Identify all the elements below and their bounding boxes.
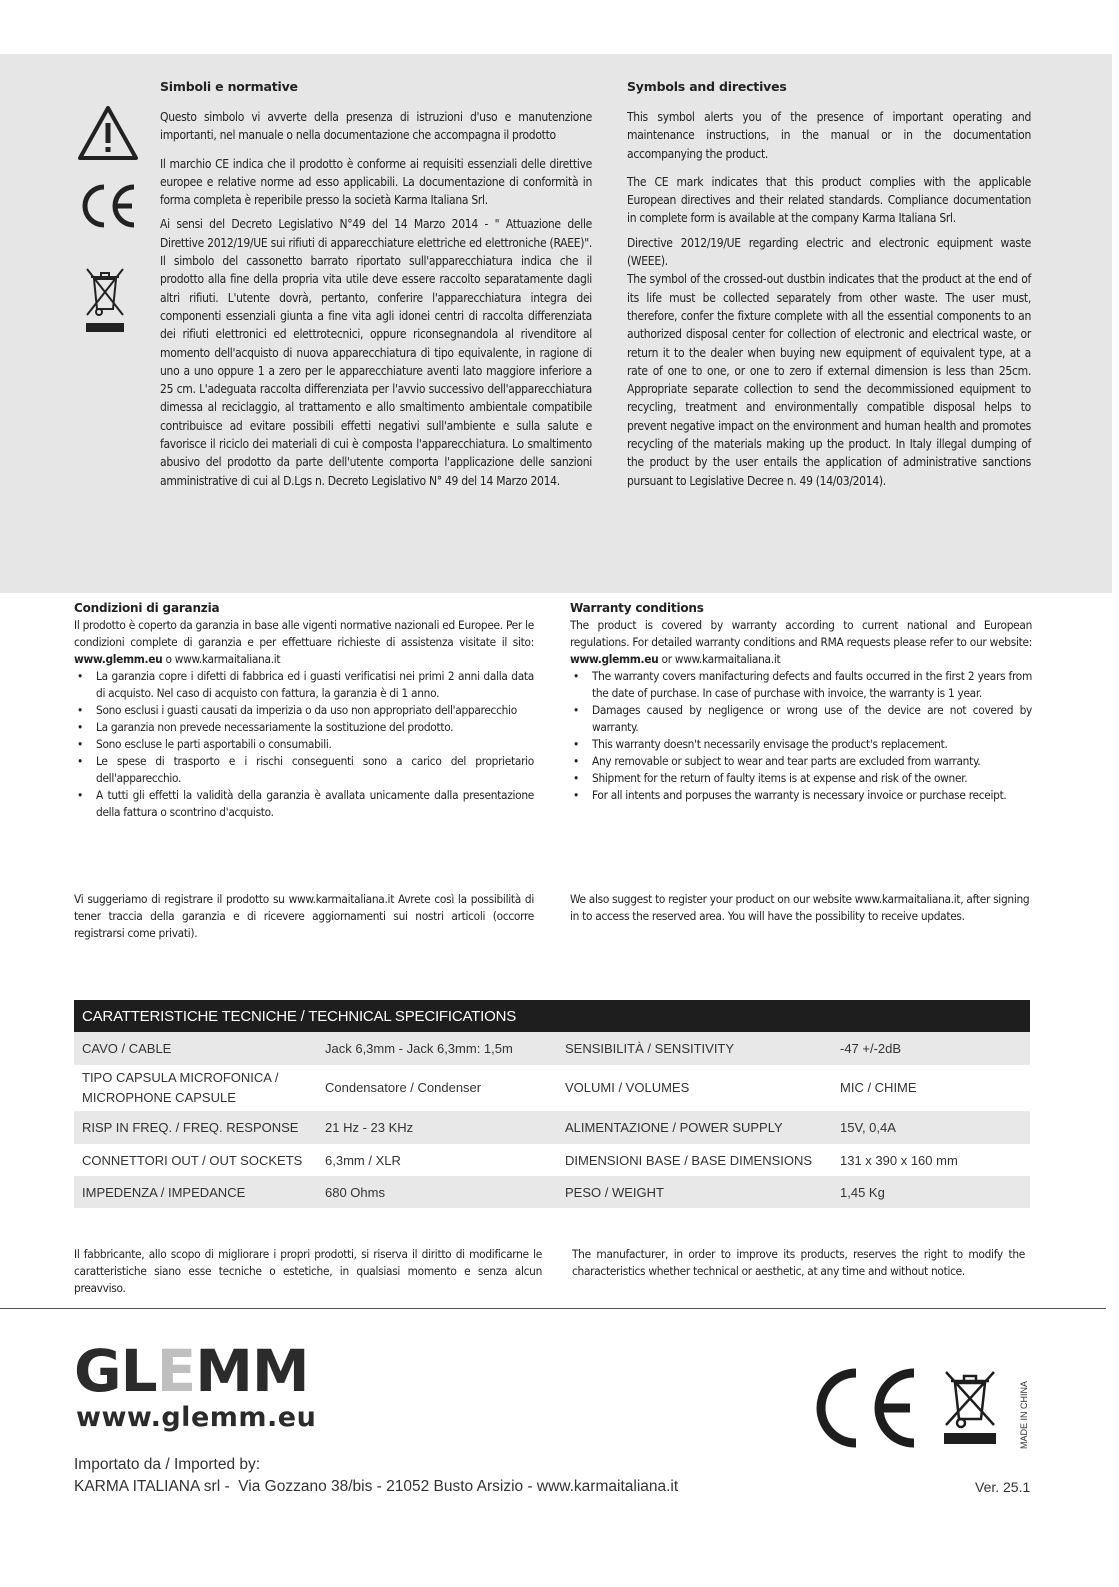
ce-text-it: Il marchio CE indica che il prodotto è conforme ai requisiti essenziali delle direttive europee e relative norme ad esso applicabili. La documentazione di conformità in forma completa è reperibile presso la società Karma Italiana Srl. — [160, 156, 592, 208]
warning-text-it: Questo simbolo vi avverte della presenza di istruzioni d'uso e manutenzione importanti, nel manuale o nella documentazione che accompagna il prodotto — [160, 110, 592, 143]
list-item: • Sono escluse le parti asportabili o consumabili. — [96, 736, 534, 753]
table-row — [74, 1032, 1030, 1065]
list-item: • La garanzia non prevede necessariamente la sostituzione del prodotto. — [96, 719, 534, 736]
spec-label: VOLUMI / VOLUMES — [565, 1080, 690, 1095]
link-sep-en: or — [658, 652, 675, 666]
list-item: • The warranty covers manifacturing defects and faults occurred in the first 2 years from the date of purchase. In case of purchase with invoice, the warranty is 1 year. — [592, 668, 1032, 702]
brand-url[interactable]: www.glemm.eu — [76, 1402, 317, 1433]
glemm-link-en[interactable]: www.glemm.eu — [570, 652, 659, 666]
spec-label: TIPO CAPSULA MICROFONICA / MICROPHONE CAPSULE — [82, 1070, 279, 1105]
disclaimer-it: Il fabbricante, allo scopo di migliorare i propri prodotti, si riserva il diritto di modificarne le caratteristiche siano esse tecniche o estetiche, in qualsiasi momento e senza alcun preavviso. — [74, 1247, 542, 1295]
list-item: • La garanzia copre i difetti di fabbrica ed i guasti verificatisi nei primi 2 anni dalla data di acquisto. Nel caso di acquisto con fattura, la garanzia è di 1 anno. — [96, 668, 534, 702]
link-sep-it: o — [162, 652, 175, 666]
spec-value: 131 x 390 x 160 mm — [840, 1152, 958, 1168]
list-item: • Le spese di trasporto e i rischi conseguenti sono a carico del proprietario dell'apparecchio. — [96, 753, 534, 787]
spec-value: Jack 6,3mm - Jack 6,3mm: 1,5m — [325, 1041, 513, 1056]
ce-mark-icon — [76, 183, 140, 229]
spec-label: RISP IN FREQ. / FREQ. RESPONSE — [82, 1120, 299, 1135]
warning-text-en: This symbol alerts you of the presence of important operating and maintenance instructions, in the manual or in the documentation accompanying the product. — [627, 110, 1031, 161]
glemm-logo — [74, 1338, 309, 1404]
warranty-it — [74, 600, 534, 821]
symbols-heading-en: Symbols and directives — [627, 79, 787, 94]
imported-by-label: Importato da / Imported by: — [74, 1456, 261, 1473]
warranty-intro-text-it: Il prodotto è coperto da garanzia in base alle vigenti normative nazionali ed Europee. Per le condizioni complete di garanzia e per effettuare richieste di assistenza visitate il sito: — [74, 618, 534, 649]
warranty-heading-en: Warranty conditions — [570, 601, 704, 615]
version-label: Ver. 25.1 — [975, 1479, 1031, 1495]
weee-title-en: Directive 2012/19/UE regarding electric and electronic equipment waste (WEEE). — [627, 235, 1031, 269]
warranty-intro-en — [570, 617, 1032, 668]
list-item: • Shipment for the return of faulty items is at expense and risk of the owner. — [592, 770, 1032, 787]
karma-link-en[interactable]: www.karmaitaliana.it — [674, 652, 781, 666]
list-item: • This warranty doesn't necessarily envisage the product's replacement. — [592, 736, 1032, 753]
divider — [0, 1308, 1106, 1309]
ce-text-en: The CE mark indicates that this product complies with the applicable European directives and their related standards. Compliance documentation in complete form is available at the company Karma Italiana Srl. — [627, 174, 1031, 226]
table-row — [74, 1176, 1030, 1208]
spec-label: IMPEDENZA / IMPEDANCE — [82, 1184, 246, 1200]
symbols-it — [160, 79, 592, 490]
logo-e: E — [156, 1337, 196, 1405]
spec-value: 1,45 Kg — [840, 1184, 885, 1200]
spec-value: 15V, 0,4A — [840, 1120, 896, 1135]
table-row — [74, 1111, 1030, 1144]
specs-table — [74, 1000, 1030, 1208]
spec-value: 680 Ohms — [325, 1184, 385, 1200]
weee-text-en: The symbol of the crossed-out dustbin indicates that the product at the end of its life must be collected separately from other waste. The user must, therefore, confer the fixture complete with all the essential components to an authorized disposal center for collection of electronic and electrical waste, or return it to the dealer when buying new equipment of equivalent type, at a rate of one to one, or one to zero if external dimension is less than 25cm. Appropriate separate collection to send the decommissioned equipment to recycling, treatment and environmentally compatible disposal helps to prevent negative impact on the environment and human health and promotes recycling of the materials making up the product. In Italy illegal dumping of the product by the user entails the application of administrative sanctions pursuant to Legislative Decree n. 49 (14/03/2014). — [627, 272, 1031, 488]
warranty-bullets-it — [74, 668, 534, 821]
warranty-heading-it: Condizioni di garanzia — [74, 601, 220, 615]
spec-value: MIC / CHIME — [840, 1080, 917, 1095]
list-item: • For all intents and porpuses the warranty is necessary invoice or purchase receipt. — [592, 787, 1032, 804]
warranty-bullets-en — [570, 668, 1032, 804]
warranty-intro-it — [74, 617, 534, 668]
list-item: • Sono esclusi i guasti causati da imperizia o da uso non appropriato dell'apparecchio — [96, 702, 534, 719]
made-in-label: MADE IN CHINA — [1019, 1381, 1029, 1450]
spec-value: 21 Hz - 23 KHz — [325, 1120, 414, 1135]
weee-bin-icon — [940, 1367, 1000, 1447]
table-row — [74, 1144, 1030, 1176]
table-row — [74, 1065, 1030, 1111]
warranty-intro-text-en: The product is covered by warranty according to current national and European regulations. For detailed warranty conditions and RMA requests please refer to our website: — [570, 618, 1032, 649]
weee-bin-icon — [84, 265, 126, 337]
list-item: • Any removable or subject to wear and tear parts are excluded from warranty. — [592, 753, 1032, 770]
spec-label: PESO / WEIGHT — [565, 1184, 664, 1200]
spec-label: ALIMENTAZIONE / POWER SUPPLY — [565, 1120, 783, 1135]
logo-mm: MM — [195, 1337, 309, 1405]
ce-mark-icon — [806, 1367, 924, 1449]
spec-value: Condensatore / Condenser — [325, 1080, 482, 1095]
spec-value: 6,3mm / XLR — [325, 1152, 401, 1168]
symbols-heading-it: Simboli e normative — [160, 79, 298, 94]
weee-text-it: Ai sensi del Decreto Legislativo N°49 del 14 Marzo 2014 - " Attuazione delle Direttive 2012/19/UE sui rifiuti di apparecchiature elettriche ed elettroniche (RAEE)". Il simbolo del cassonetto barrato riportato sull'apparecchiatura indica che il prodotto alla fine della propria vita utile deve essere raccolto separatamente dagli altri rifiuti. L'utente dovrà, pertanto, conferire l'apparecchiatura integra dei componenti essenziali giunta a fine vita agli idonei centri di raccolta differenziata dei rifiuti elettronici ed elettrotecnici, oppure riconsegnandola al rivenditore al momento dell'acquisto di nuova apparecchiatura di tipo equivalente, in ragione di uno a uno oppure 1 a zero per le apparecchiature aventi lato maggiore inferiore a 25 cm. L'adeguata raccolta differenziata per l'avvio successivo dell'apparecchiatura dimessa al reciclaggio, al trattamento e allo smaltimento ambientale compatibile contribuisce ad evitare possibili effetti negativi sull'ambiente e sulla salute e favorisce il riciclo dei materiali di cui è composta l'apparecchiatura. Lo smaltimento abusivo del prodotto da parte dell'utente comporta l'applicazione delle sanzioni amministrative di cui al D.Lgs n. Decreto Legislativo N° 49 del 14 Marzo 2014. — [160, 217, 592, 488]
list-item: • A tutti gli effetti la validità della garanzia è avallata unicamente dalla presentazione della fattura o scontrino d'acquisto. — [96, 787, 534, 821]
warranty-en — [570, 600, 1032, 804]
register-text-en: We also suggest to register your product on our website www.karmaitaliana.it, after signing in to access the reserved area. You will have the possibility to receive updates. — [570, 892, 1030, 923]
disclaimer-en: The manufacturer, in order to improve its products, reserves the right to modify the characteristics whether technical or aesthetic, at any time and without notice. — [572, 1247, 1025, 1278]
karma-link-it[interactable]: www.karmaitaliana.it — [174, 652, 281, 666]
register-text-it: Vi suggeriamo di registrare il prodotto su www.karmaitaliana.it Avrete così la possibilità di tener traccia della garanzia e di ricevere aggiornamenti sui nostri articoli (occorre registrarsi come privati). — [74, 892, 534, 940]
list-item: • Damages caused by negligence or wrong use of the device are not covered by warranty. — [592, 702, 1032, 736]
logo-gl: GL — [74, 1337, 157, 1405]
glemm-link-it[interactable]: www.glemm.eu — [74, 652, 163, 666]
importer-address: KARMA ITALIANA srl - Via Gozzano 38/bis - 21052 Busto Arsizio - www.karmaitaliana.it — [74, 1478, 679, 1495]
spec-label: DIMENSIONI BASE / BASE DIMENSIONS — [565, 1152, 813, 1168]
spec-label: CAVO / CABLE — [82, 1041, 172, 1056]
spec-label: SENSIBILITÀ / SENSITIVITY — [565, 1041, 735, 1056]
spec-value: -47 +/-2dB — [840, 1041, 902, 1056]
symbols-en — [627, 79, 1031, 490]
specs-title: CARATTERISTICHE TECNICHE / TECHNICAL SPECIFICATIONS — [74, 1000, 1030, 1032]
spec-label: CONNETTORI OUT / OUT SOCKETS — [82, 1152, 303, 1168]
warning-triangle-icon — [76, 103, 140, 163]
